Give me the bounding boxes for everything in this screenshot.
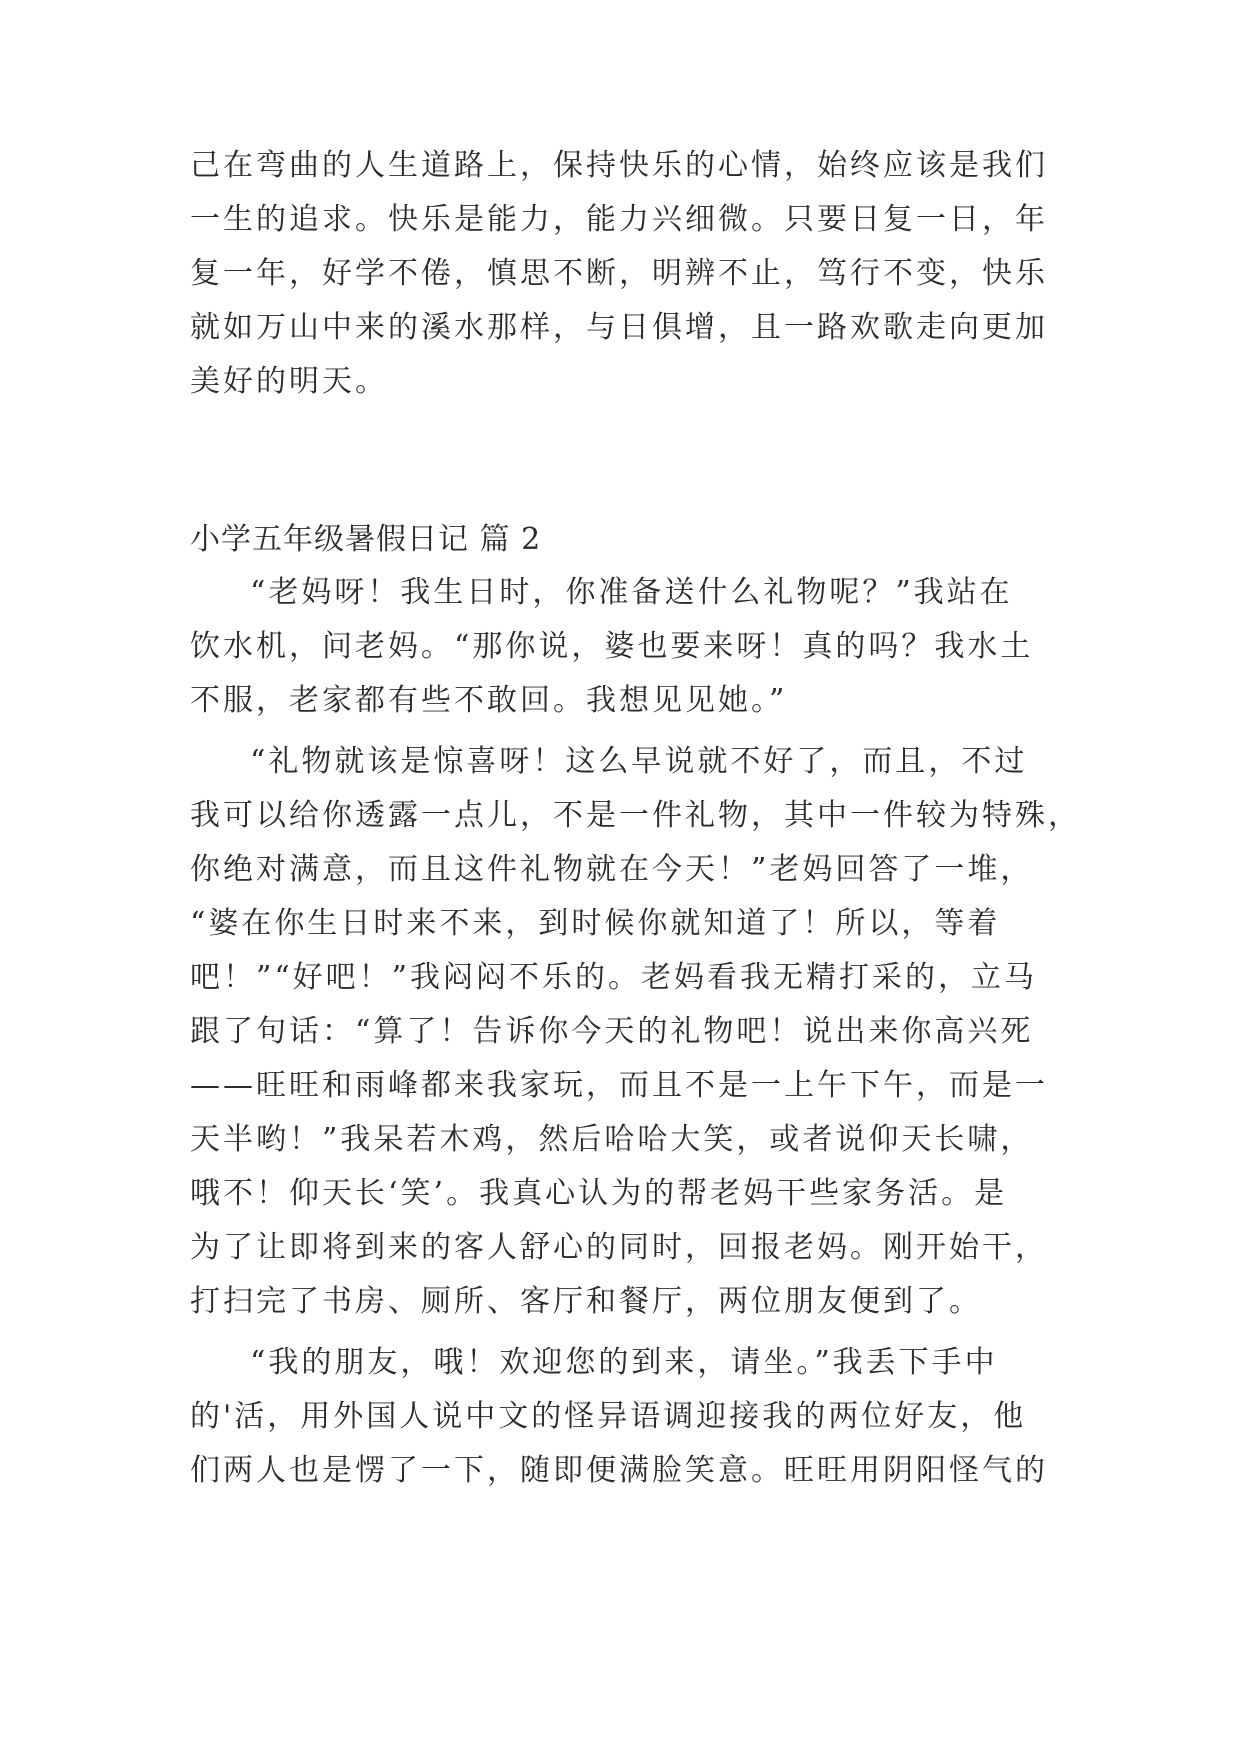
text-line: 打扫完了书房、厕所、客厅和餐厅，两位朋友便到了。 (190, 1284, 982, 1319)
text-line: 你绝对满意，而且这件礼物就在今天！”老妈回答了一堆， (190, 852, 1034, 887)
text-line: 不服，老家都有些不敢回。我想见见她。” (190, 683, 788, 718)
text-line: “婆在你生日时来不来，到时候你就知道了！所以，等着 (190, 906, 1001, 941)
paragraph-first-line: “我的朋友，哦！欢迎您的到来，请坐。”我丢下手中 (250, 1345, 998, 1380)
text-line: 复一年，好学不倦，慎思不断，明辨不止，笃行不变，快乐 (190, 256, 1048, 291)
text-line: 吧！”“好吧！”我闷闷不乐的。老妈看我无精打采的，立马 (190, 960, 1038, 995)
text-line: 跟了句话：“算了！告诉你今天的礼物吧！说出来你高兴死 (190, 1014, 1034, 1049)
text-line: 哦不！仰天长‘笑’。我真心认为的帮老妈干些家务活。是 (190, 1176, 1008, 1211)
text-line: 的'活，用外国人说中文的怪异语调迎接我的两位好友，他 (190, 1399, 1027, 1434)
paragraph-first-line: “礼物就该是惊喜呀！这么早说就不好了，而且，不过 (250, 744, 1028, 779)
text-line: 美好的明天。 (190, 364, 388, 399)
text-line: 饮水机，问老妈。“那你说，婆也要来呀！真的吗？我水土 (190, 629, 1034, 664)
text-line: 就如万山中来的溪水那样，与日俱增，且一路欢歌走向更加 (190, 310, 1048, 345)
text-line: 一生的追求。快乐是能力，能力兴细微。只要日复一日，年 (190, 202, 1048, 237)
section-heading: 小学五年级暑假日记 篇 2 (190, 522, 542, 557)
text-line: 天半哟！”我呆若木鸡，然后哈哈大笑，或者说仰天长啸， (190, 1122, 1034, 1157)
text-line: 己在弯曲的人生道路上，保持快乐的心情，始终应该是我们 (190, 148, 1048, 183)
text-line: 为了让即将到来的客人舒心的同时，回报老妈。刚开始干， (190, 1230, 1048, 1265)
paragraph-first-line: “老妈呀！我生日时，你准备送什么礼物呢？”我站在 (250, 575, 1013, 610)
text-line: 我可以给你透露一点儿，不是一件礼物，其中一件较为特殊， (190, 798, 1081, 833)
text-line: ——旺旺和雨峰都来我家玩，而且不是一上午下午，而是一 (190, 1068, 1048, 1103)
text-line: 们两人也是愣了一下，随即便满脸笑意。旺旺用阴阳怪气的 (190, 1453, 1048, 1488)
